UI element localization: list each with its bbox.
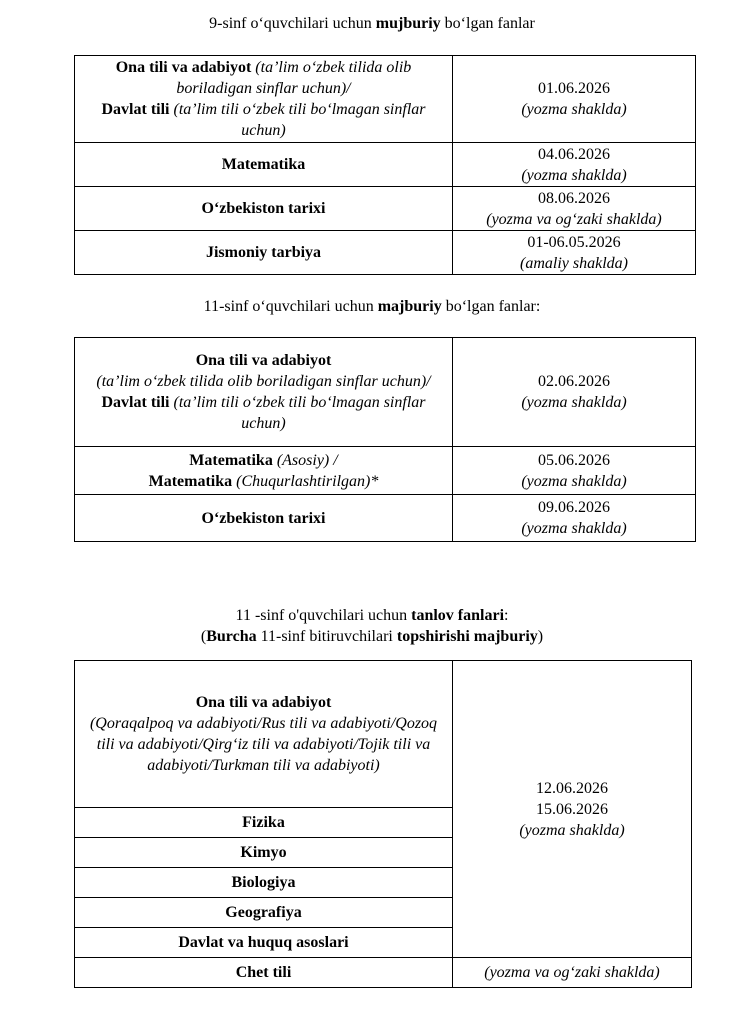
- heading-text: (: [200, 628, 207, 645]
- subject-cell: Matematika (Asosiy) / Matematika (Chuqurlashtirilgan)*: [75, 447, 453, 495]
- subject-cell: O‘zbekiston tarixi: [75, 495, 453, 542]
- date-cell: [453, 338, 696, 447]
- subject-cell: Biologiya: [75, 868, 453, 898]
- subject-cell: Jismoniy tarbiya: [75, 231, 453, 275]
- table-row: [75, 143, 696, 187]
- heading-text: 11-sinf o‘quvchilari uchun: [203, 298, 378, 315]
- exam-form: (yozma va og‘zaki shaklda): [484, 964, 660, 981]
- exam-date: 01.06.2026: [538, 80, 610, 97]
- heading-bold: Burcha: [206, 628, 257, 645]
- exam-form: (yozma shaklda): [521, 166, 627, 184]
- exam-date: 09.06.2026: [538, 499, 610, 516]
- heading-text: bo‘lgan fanlar:: [441, 298, 541, 315]
- exam-form: (yozma va og‘zaki shaklda): [486, 210, 662, 228]
- table-row: [75, 958, 692, 988]
- subject-cell: Chet tili: [75, 958, 453, 988]
- heading-text: :: [504, 607, 509, 624]
- date-cell: [453, 661, 692, 958]
- exam-date: 04.06.2026: [538, 145, 610, 163]
- subject-cell: Ona tili va adabiyot (Qoraqalpoq va adabiyoti/Rus tili va adabiyoti/Qozoq tili va adabiyoti/Qirg‘iz tili va adabiyoti/Tojik tili va adabiyoti/Turkman tili va adabiyoti): [75, 661, 453, 808]
- heading-text: 11-sinf bitiruvchilari: [256, 628, 397, 645]
- grade9-table: [74, 55, 696, 275]
- grade11-table: [74, 337, 696, 542]
- heading-grade9: [0, 13, 744, 34]
- date-cell: [453, 187, 696, 231]
- exam-form: (yozma shaklda): [521, 101, 627, 118]
- elective-table: [74, 660, 692, 988]
- date-cell: [453, 495, 696, 542]
- heading-elective: [0, 605, 744, 647]
- date-cell: [453, 958, 692, 988]
- heading-bold: topshirishi majburiy: [396, 628, 538, 645]
- exam-form: (yozma shaklda): [521, 520, 627, 537]
- heading-text: 11 -sinf o'quvchilari uchun: [235, 607, 412, 624]
- exam-date: 12.06.2026: [536, 779, 608, 797]
- exam-form: (yozma shaklda): [521, 394, 627, 411]
- subject-cell: Geografiya: [75, 898, 453, 928]
- subject-cell: Ona tili va adabiyot (ta’lim o‘zbek tilida olib boriladigan sinflar uchun)/ Davlat tili (ta’lim tili o‘zbek tili bo‘lmagan sinflar uchun): [75, 56, 453, 143]
- exam-date: 05.06.2026: [538, 451, 610, 469]
- subject-cell: Matematika: [75, 143, 453, 187]
- date-cell: [453, 56, 696, 143]
- subject-cell: O‘zbekiston tarixi: [75, 187, 453, 231]
- subject-cell: Kimyo: [75, 838, 453, 868]
- heading-grade11: [0, 296, 744, 317]
- date-cell: [453, 231, 696, 275]
- heading-bold: mujburiy: [375, 15, 441, 32]
- table-row: [75, 338, 696, 447]
- subject-cell: Davlat va huquq asoslari: [75, 928, 453, 958]
- table-row: [75, 231, 696, 275]
- table-row: [75, 56, 696, 143]
- heading-bold: tanlov fanlari: [411, 607, 505, 624]
- date-cell: [453, 447, 696, 495]
- heading-text: 9-sinf o‘quvchilari uchun: [209, 15, 376, 32]
- exam-date: 01-06.05.2026: [527, 233, 621, 251]
- table-row: [75, 447, 696, 495]
- heading-text: ): [537, 628, 544, 645]
- table-row: [75, 495, 696, 542]
- table-row: [75, 661, 692, 808]
- exam-form: (amaliy shaklda): [520, 254, 628, 272]
- heading-text: bo‘lgan fanlar: [440, 15, 535, 32]
- table-row: [75, 187, 696, 231]
- subject-cell: Ona tili va adabiyot (ta’lim o‘zbek tilida olib boriladigan sinflar uchun)/ Davlat tili (ta’lim tili o‘zbek tili bo‘lmagan sinflar uchun): [75, 338, 453, 447]
- exam-form: (yozma shaklda): [519, 821, 625, 839]
- heading-bold: majburiy: [377, 298, 442, 315]
- exam-date: 02.06.2026: [538, 373, 610, 390]
- subject-cell: Fizika: [75, 808, 453, 838]
- date-cell: [453, 143, 696, 187]
- exam-date: 08.06.2026: [538, 189, 610, 207]
- exam-form: (yozma shaklda): [521, 472, 627, 490]
- exam-date: 15.06.2026: [536, 800, 608, 818]
